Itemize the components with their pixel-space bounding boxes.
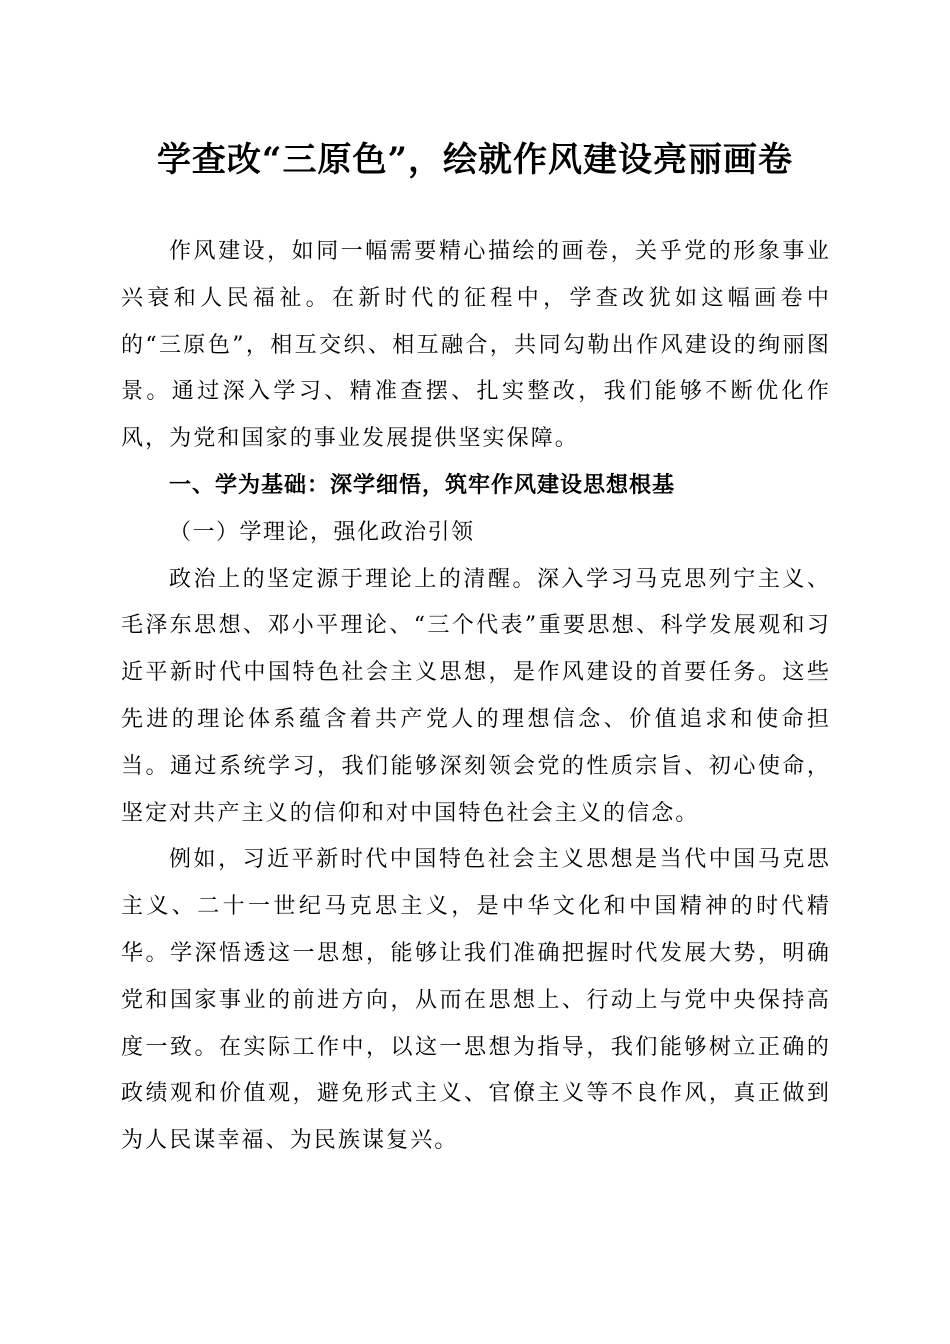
document-title: 学查改“三原色”，绘就作风建设亮丽画卷	[156, 140, 794, 180]
intro-paragraph: 作风建设，如同一幅需要精心描绘的画卷，关乎党的形象事业兴衰和人民福祉。在新时代的征程中，学查改犹如这幅画卷中的“三原色”，相互交织、相互融合，共同勾勒出作风建设的绚丽图景。通过深入学习、精准查摆、扎实整改，我们能够不断优化作风，为党和国家的事业发展提供坚实保障。	[121, 239, 831, 452]
document-body	[121, 229, 831, 1165]
section-heading-1: 一、学为基础：深学细悟，筑牢作风建设思想根基	[169, 472, 676, 498]
body-paragraph-2: 例如，习近平新时代中国特色社会主义思想是当代中国马克思主义、二十一世纪马克思主义，是中华文化和中国精神的时代精华。学深悟透这一思想，能够让我们准确把握时代发展大势，明确党和国家事业的前进方向，从而在思想上、行动上与党中央保持高度一致。在实际工作中，以这一思想为指导，我们能够树立正确的政绩观和价值观，避免形式主义、官僚主义等不良作风，真正做到为人民谋幸福、为民族谋复兴。	[121, 847, 831, 1154]
body-paragraph-1: 政治上的坚定源于理论上的清醒。深入学习马克思列宁主义、毛泽东思想、邓小平理论、“三个代表”重要思想、科学发展观和习近平新时代中国特色社会主义思想，是作风建设的首要任务。这些先进的理论体系蕴含着共产党人的理想信念、价值追求和使命担当。通过系统学习，我们能够深刻领会党的性质宗旨、初心使命，坚定对共产主义的信仰和对中国特色社会主义的信念。	[121, 566, 831, 826]
subsection-heading-1: （一）学理论，强化政治引领	[169, 519, 475, 545]
